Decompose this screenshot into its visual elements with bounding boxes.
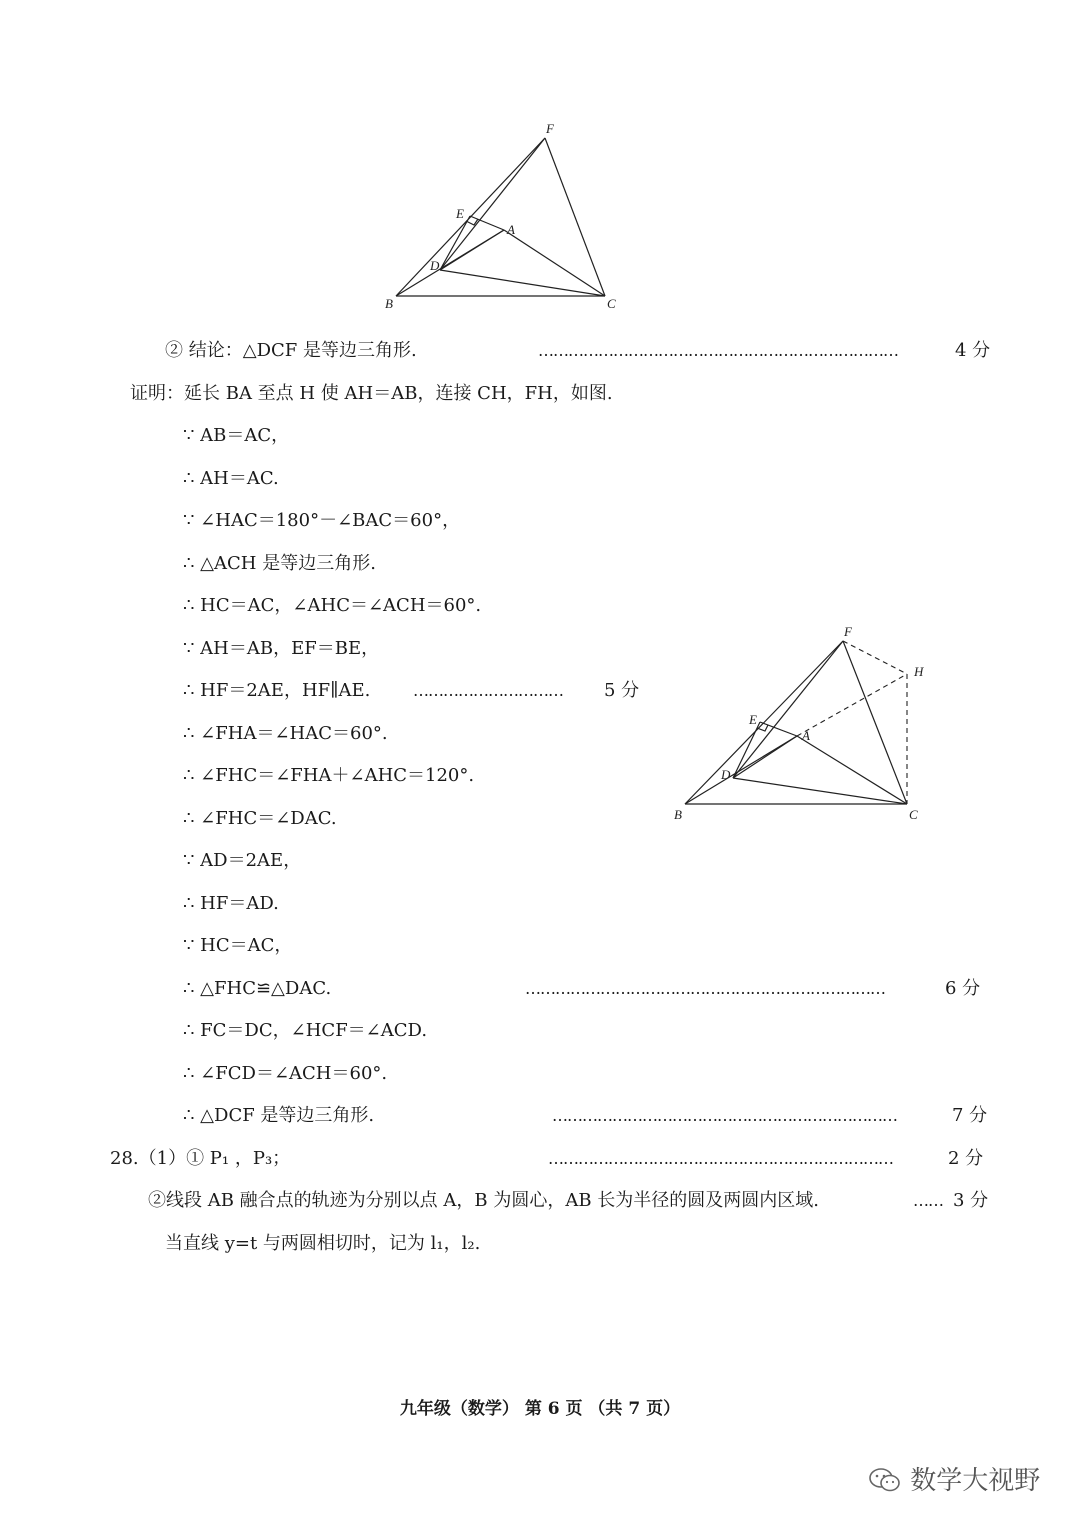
- label-D: D: [721, 767, 731, 782]
- label-C: C: [607, 296, 616, 311]
- proof-step-15: ∴ FC＝DC，∠HCF＝∠ACD.: [183, 1020, 428, 1041]
- score-6: 6 分: [945, 978, 981, 999]
- proof-step-4: ∴ △ACH 是等边三角形.: [183, 553, 376, 574]
- edge-DC: [440, 270, 605, 296]
- score-4: 4 分: [955, 340, 991, 361]
- leader-dots: ………………………………………………………………: [525, 979, 885, 998]
- proof-step-5: ∴ HC＝AC，∠AHC＝∠ACH＝60°.: [183, 595, 482, 616]
- proof-step-14: ∴ △FHC≌△DAC.: [183, 978, 332, 999]
- figure-1: [370, 115, 630, 315]
- proof-step-13: ∵ HC＝AC，: [183, 935, 293, 956]
- dashed-FH: [843, 641, 907, 674]
- proof-step-11: ∵ AD＝2AE，: [183, 850, 302, 871]
- leader-dots: ……: [913, 1191, 943, 1210]
- proof-step-16: ∴ ∠FCD＝∠ACH＝60°.: [183, 1063, 388, 1084]
- proof-step-10: ∴ ∠FHC＝∠DAC.: [183, 808, 337, 829]
- score-3: 3 分: [953, 1190, 989, 1211]
- edge-FC: [843, 641, 907, 804]
- page-footer: 九年级（数学） 第 6 页 （共 7 页）: [399, 1399, 681, 1419]
- label-D: D: [430, 258, 440, 273]
- edge-BF: [396, 138, 545, 296]
- edge-DA: [440, 230, 504, 270]
- label-B: B: [385, 296, 393, 311]
- edge-AC: [504, 230, 605, 296]
- label-F: F: [844, 624, 852, 639]
- score-7: 7 分: [952, 1105, 988, 1126]
- q28-part2: ②线段 AB 融合点的轨迹为分别以点 A，B 为圆心，AB 长为半径的圆及两圆内区域.: [148, 1190, 820, 1211]
- edge-DC: [733, 778, 907, 804]
- leader-dots: ……………………………………………………………: [552, 1106, 897, 1125]
- label-A: A: [802, 728, 810, 743]
- conclusion-line: ② 结论：△DCF 是等边三角形.: [165, 340, 417, 361]
- score-2: 2 分: [948, 1148, 984, 1169]
- label-E: E: [749, 712, 757, 727]
- edge-BF: [685, 641, 843, 804]
- edge-DF: [733, 641, 843, 778]
- proof-step-9: ∴ ∠FHC＝∠FHA＋∠AHC＝120°.: [183, 765, 475, 786]
- proof-step-8: ∴ ∠FHA＝∠HAC＝60°.: [183, 723, 388, 744]
- proof-step-1: ∵ AB＝AC，: [183, 425, 290, 446]
- leader-dots: …………………………: [413, 681, 563, 700]
- label-B: B: [674, 807, 682, 822]
- edge-FC: [545, 138, 605, 296]
- leader-dots: ……………………………………………………………: [548, 1149, 893, 1168]
- watermark: [868, 1460, 1040, 1497]
- watermark-text: 数学大视野: [910, 1466, 1041, 1496]
- proof-step-2: ∴ AH＝AC.: [183, 468, 279, 489]
- proof-step-6: ∵ AH＝AB，EF＝BE，: [183, 638, 380, 659]
- score-5: 5 分: [604, 680, 640, 701]
- proof-step-3: ∵ ∠HAC＝180°－∠BAC＝60°，: [183, 510, 461, 531]
- q28-part1: 28.（1）① P₁ ，P₃；: [110, 1148, 291, 1169]
- edge-AC: [797, 736, 907, 804]
- leader-dots: ………………………………………………………………: [538, 341, 898, 360]
- label-C: C: [909, 807, 918, 822]
- edge-DF: [440, 138, 545, 270]
- label-F: F: [546, 121, 554, 136]
- label-E: E: [456, 206, 464, 221]
- edge-ED: [440, 216, 470, 270]
- proof-intro: 证明：延长 BA 至点 H 使 AH＝AB，连接 CH，FH，如图.: [130, 383, 613, 404]
- proof-step-17: ∴ △DCF 是等边三角形.: [183, 1105, 375, 1126]
- q28-part3: 当直线 y=t 与两圆相切时，记为 l₁，l₂.: [165, 1233, 481, 1254]
- dashed-AH: [797, 674, 907, 736]
- wechat-icon: [868, 1467, 902, 1493]
- proof-step-7: ∴ HF＝2AE，HF∥AE.: [183, 680, 371, 701]
- label-H: H: [914, 664, 924, 679]
- label-A: A: [507, 222, 515, 237]
- proof-step-12: ∴ HF＝AD.: [183, 893, 279, 914]
- figure-2: [665, 620, 945, 830]
